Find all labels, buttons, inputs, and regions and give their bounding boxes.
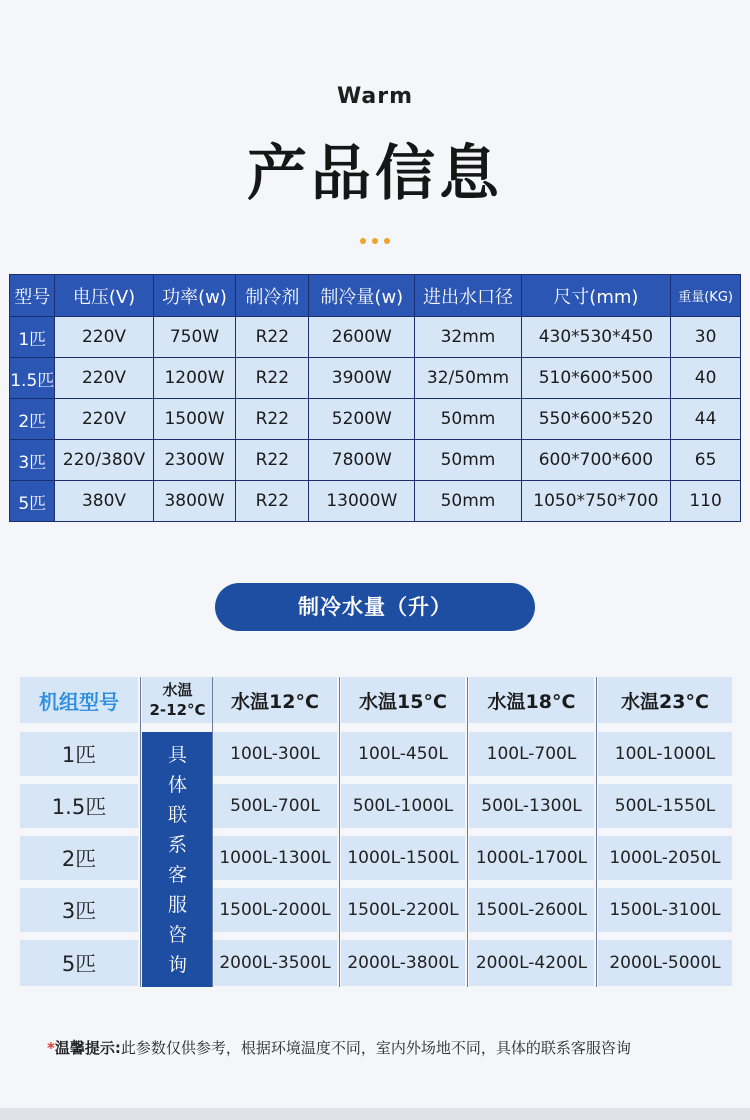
row-model-cell: 1匹 (10, 317, 54, 357)
table-cell: 600*700*600 (522, 440, 671, 480)
water-volume-cell: 2000L-5000L (598, 940, 732, 986)
table-row (10, 481, 740, 521)
table-cell: 550*600*520 (522, 399, 671, 439)
water-volume-cell: 2000L-3500L (213, 940, 337, 986)
row-model-cell: 1.5匹 (10, 358, 54, 398)
row-model-cell: 5匹 (20, 940, 138, 986)
footer-band (0, 1108, 750, 1120)
water-volume-cell: 500L-1000L (341, 784, 465, 828)
column-divider (140, 677, 141, 987)
col-header-weight: 重量(KG) (671, 275, 740, 316)
contact-char: 联 (167, 803, 187, 826)
table-cell: 30 (671, 317, 740, 357)
table-cell: 50mm (415, 399, 520, 439)
note-text: 此参数仅供参考，根据环境温度不同，室内外场地不同，具体的联系客服咨询 (120, 1039, 631, 1057)
row-model-cell: 5匹 (10, 481, 54, 521)
table-cell: R22 (236, 481, 308, 521)
table-cell: R22 (236, 358, 308, 398)
contact-char: 服 (167, 893, 187, 916)
decorative-dots (0, 229, 750, 248)
column-divider (596, 677, 597, 987)
col-header-water-temp: 水温18°C (469, 677, 594, 723)
water-section-title: 制冷水量（升） (215, 583, 535, 631)
water-volume-cell: 1000L-1500L (341, 836, 465, 880)
contact-char: 询 (167, 953, 187, 976)
table-cell: 220V (55, 399, 152, 439)
table-cell: R22 (236, 317, 308, 357)
water-volume-cell: 500L-1300L (469, 784, 594, 828)
row-model-cell: 3匹 (20, 888, 138, 932)
table-cell: 380V (55, 481, 152, 521)
row-model-cell: 1匹 (20, 732, 138, 776)
col-header-cooling-capacity: 制冷量(w) (309, 275, 414, 316)
table-cell: 430*530*450 (522, 317, 671, 357)
dot-icon (372, 238, 378, 244)
table-cell: 65 (671, 440, 740, 480)
column-divider (339, 677, 340, 987)
table-cell: 2600W (309, 317, 414, 357)
water-volume-cell: 1500L-3100L (598, 888, 732, 932)
product-info-table (9, 274, 741, 522)
contact-service-cell (142, 732, 213, 987)
contact-char: 体 (167, 773, 187, 796)
table-cell: 220/380V (55, 440, 152, 480)
table-cell: 1200W (154, 358, 236, 398)
col-header-refrigerant: 制冷剂 (236, 275, 308, 316)
col-header-size: 尺寸(mm) (522, 275, 671, 316)
table-cell: 3900W (309, 358, 414, 398)
note-label: 温馨提示: (54, 1039, 121, 1057)
tip-note (47, 1037, 631, 1058)
contact-char: 咨 (167, 923, 187, 946)
table-cell: 1050*750*700 (522, 481, 671, 521)
column-divider (212, 677, 213, 987)
water-volume-cell: 1000L-1300L (213, 836, 337, 880)
temp-range-line1: 水温 (162, 681, 193, 699)
water-volume-cell: 100L-300L (213, 732, 337, 776)
dot-icon (384, 238, 390, 244)
table-cell: 510*600*500 (522, 358, 671, 398)
table-row (10, 399, 740, 439)
row-model-cell: 2匹 (20, 836, 138, 880)
dot-icon (360, 238, 366, 244)
col-header-model: 型号 (10, 275, 54, 316)
table-cell: 110 (671, 481, 740, 521)
table-cell: 7800W (309, 440, 414, 480)
water-volume-cell: 100L-450L (341, 732, 465, 776)
note-star: * (47, 1039, 55, 1057)
table-cell: 5200W (309, 399, 414, 439)
table-cell: 3800W (154, 481, 236, 521)
table-cell: 13000W (309, 481, 414, 521)
table-row (10, 440, 740, 480)
water-volume-cell: 2000L-4200L (469, 940, 594, 986)
water-volume-cell: 1000L-2050L (598, 836, 732, 880)
contact-char: 系 (167, 833, 187, 856)
col-header-power: 功率(w) (154, 275, 236, 316)
page-title: 产品信息 (247, 139, 503, 209)
column-divider (467, 677, 468, 987)
water-capacity-table (20, 677, 732, 987)
table-cell: 220V (55, 358, 152, 398)
col-header-pipe-diameter: 进出水口径 (415, 275, 520, 316)
table-cell: 44 (671, 399, 740, 439)
row-model-cell: 1.5匹 (20, 784, 138, 828)
table-cell: 220V (55, 317, 152, 357)
water-volume-cell: 1500L-2600L (469, 888, 594, 932)
col-header-water-temp: 水温15°C (341, 677, 465, 723)
table-row (10, 317, 740, 357)
water-volume-cell: 1500L-2000L (213, 888, 337, 932)
table-cell: 32/50mm (415, 358, 520, 398)
col-header-voltage: 电压(V) (55, 275, 152, 316)
row-model-cell: 2匹 (10, 399, 54, 439)
table-cell: 1500W (154, 399, 236, 439)
col-header-water-temp: 水温12°C (213, 677, 337, 723)
table-cell: 32mm (415, 317, 520, 357)
table-cell: 50mm (415, 440, 520, 480)
table-header-row (10, 275, 740, 316)
col-header-unit-model: 机组型号 (20, 677, 138, 723)
table-cell: R22 (236, 440, 308, 480)
table-cell: 40 (671, 358, 740, 398)
table-cell: 2300W (154, 440, 236, 480)
water-volume-cell: 2000L-3800L (341, 940, 465, 986)
brand-title: Warm (336, 84, 414, 109)
water-volume-cell: 1500L-2200L (341, 888, 465, 932)
table-row (10, 358, 740, 398)
temp-range-line2: 2-12°C (149, 701, 206, 719)
contact-char: 具 (167, 743, 187, 766)
water-volume-cell: 100L-1000L (598, 732, 732, 776)
row-model-cell: 3匹 (10, 440, 54, 480)
water-volume-cell: 100L-700L (469, 732, 594, 776)
col-header-temp-range (142, 677, 213, 723)
table-cell: 50mm (415, 481, 520, 521)
water-volume-cell: 500L-1550L (598, 784, 732, 828)
water-volume-cell: 500L-700L (213, 784, 337, 828)
table-cell: R22 (236, 399, 308, 439)
contact-char: 客 (167, 863, 187, 886)
water-volume-cell: 1000L-1700L (469, 836, 594, 880)
col-header-water-temp: 水温23°C (598, 677, 732, 723)
table-cell: 750W (154, 317, 236, 357)
